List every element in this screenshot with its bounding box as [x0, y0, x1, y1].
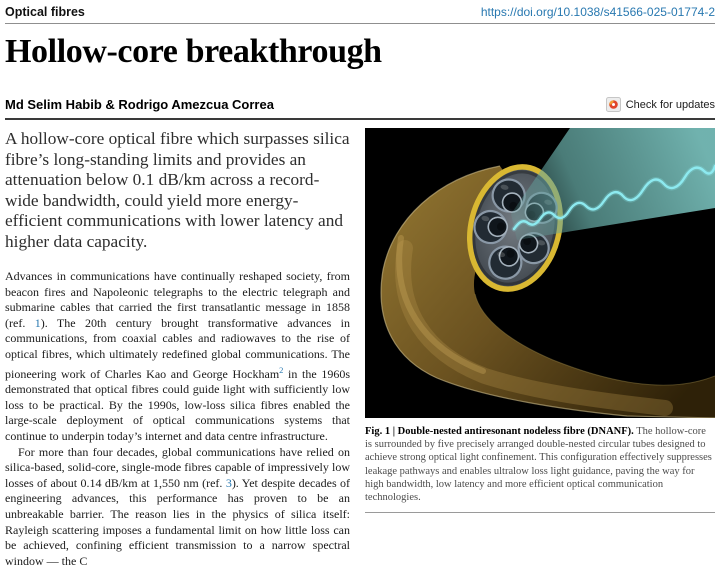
reference-1-link[interactable]: 1	[34, 315, 41, 330]
header-divider	[5, 23, 715, 24]
subject-category: Optical fibres	[5, 5, 85, 19]
content-columns	[5, 128, 715, 569]
header-row	[5, 5, 715, 19]
author-names: Md Selim Habib & Rodrigo Amezcua Correa	[5, 97, 274, 112]
text-column	[5, 128, 350, 569]
figure-1	[365, 128, 715, 513]
standfirst: A hollow-core optical fibre which surpasses silica fibre’s long-standing limits and provides an attenuation below 0.1 dB/km across a record-wide bandwidth, could yield more energy-efficient communications with lower latency and higher data capacity.	[5, 129, 350, 251]
byline-divider	[5, 118, 715, 120]
doi-link[interactable]: https://doi.org/10.1038/s41566-025-01774-2	[480, 5, 715, 19]
paragraph-1	[5, 269, 350, 445]
figure-divider	[365, 512, 715, 513]
reference-2-link[interactable]: 2	[279, 364, 284, 375]
page-title: Hollow-core breakthrough	[5, 33, 382, 70]
paragraph-2	[5, 445, 350, 569]
crossmark-badge-icon	[606, 97, 621, 112]
paragraph-1-text-b: ). The 20th century brought transformative advances in communications, from coaxial cables and radiowaves to the rise of optical fibres, which ultimately redefined global communications. The pioneering work of Charles Kao and George Hockham	[5, 315, 350, 381]
fibre-render-image	[365, 128, 715, 418]
figure-caption-body: The hollow-core is surrounded by five precisely arranged double-nested circular tubes designed to achieve strong optical light confinement. This configuration effectively suppresses leakage pathways and enables ultralow loss light guidance, paving the way for high bandwidth, low latency and more efficient optical communication technologies.	[365, 426, 712, 504]
check-for-updates-label: Check for updates	[625, 98, 715, 111]
figure-column	[365, 128, 715, 569]
check-for-updates-button[interactable]	[606, 97, 715, 112]
figure-caption-lead: Fig. 1 | Double-nested antiresonant nodeless fibre (DNANF).	[365, 426, 634, 437]
paragraph-2-text-b: ). Yet despite decades of engineering advances, this performance has proven to be an unbreakable barrier. The reason lies in the physics of silica itself: Rayleigh scattering imposes a fundamental limit on how little loss can be achieved, confining efficient transmission to a narrow spectral window — the C	[5, 475, 351, 568]
paragraph-2-text-a: For more than four decades, global communications have relied on silica-based, solid-core, single-mode fibres capable of impressively low losses of about 0.14 dB/km at 1,550 nm (ref.	[5, 444, 350, 490]
byline-row	[5, 97, 715, 112]
article-body	[5, 269, 350, 569]
figure-caption	[365, 425, 715, 504]
paragraph-1-text-c: in the 1960s demonstrated that optical fibres could guide light with sufficiently low loss to be practical. By the 1990s, low-loss silica fibres enabled the large-scale deployment of optical communications systems that continue to underpin today’s internet and data centre infrastructure.	[5, 366, 350, 443]
paragraph-1-text-a: Advances in communications have continually reshaped society, from beacon fires and Napoleonic telegraphs to the electric telegraph and submarine cables that carried the first transatlantic message in 1858 (ref.	[5, 269, 350, 330]
reference-3-link[interactable]: 3	[225, 475, 232, 490]
